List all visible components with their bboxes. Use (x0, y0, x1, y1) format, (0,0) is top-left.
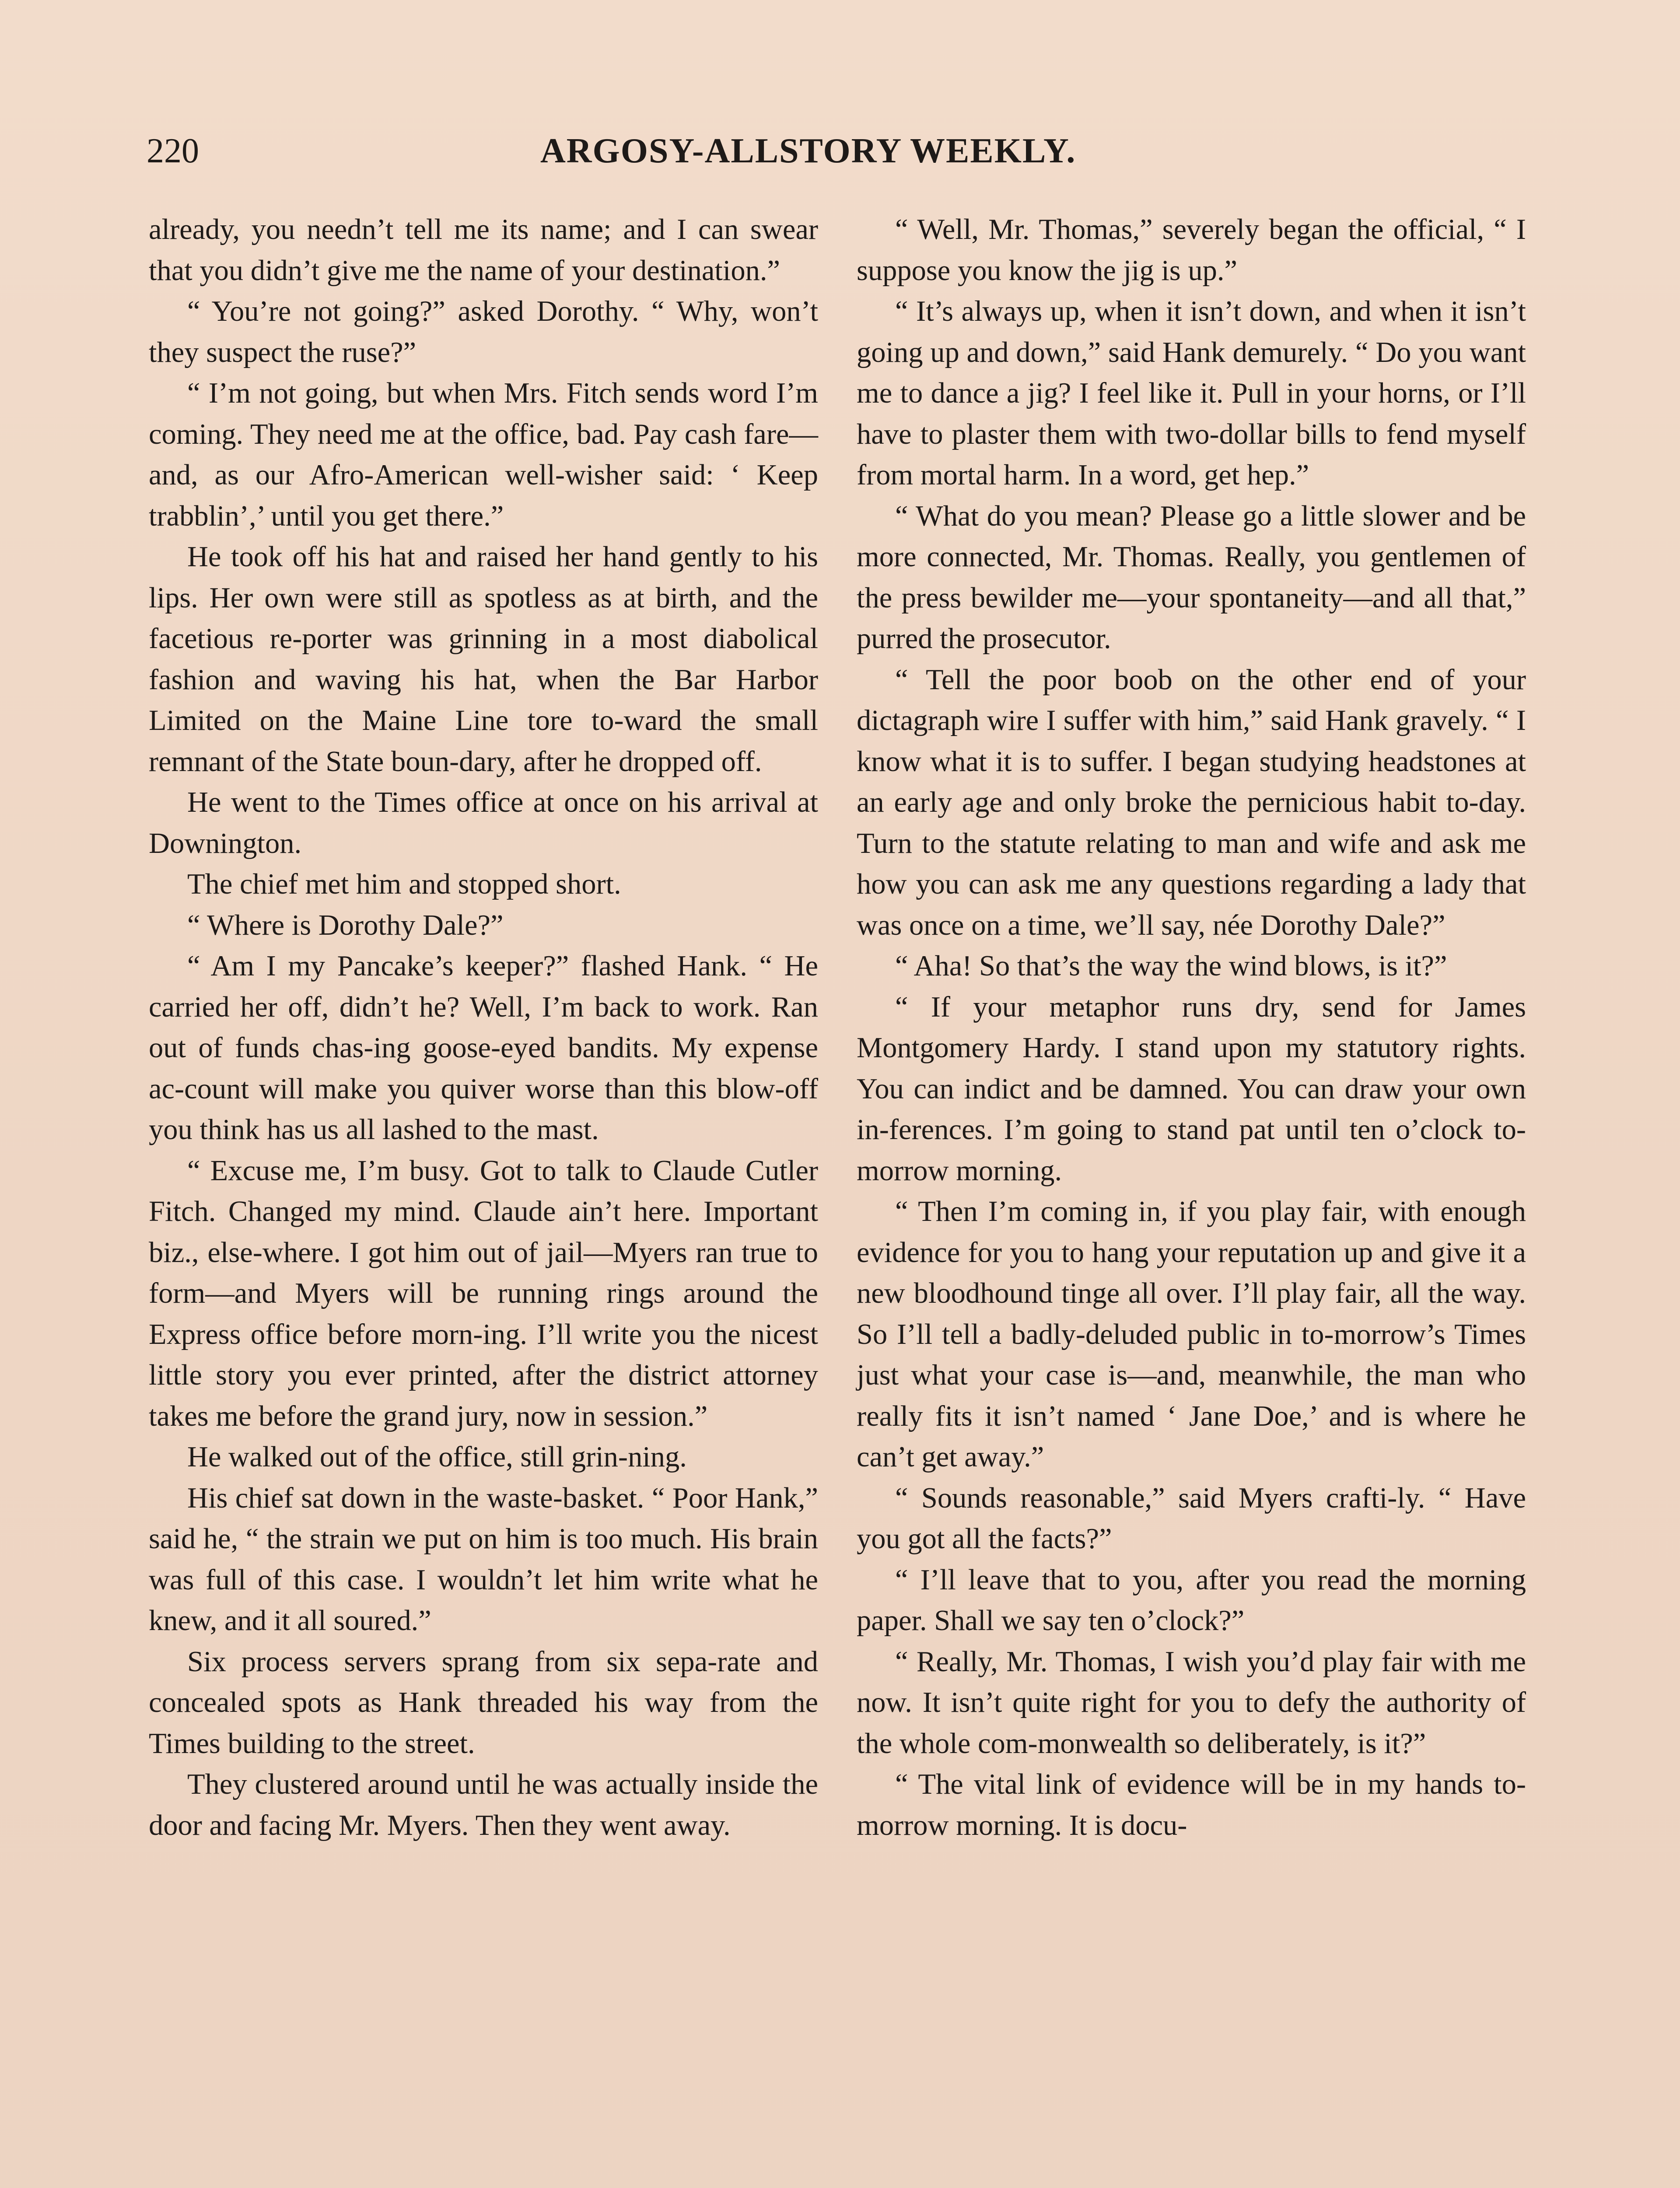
paragraph: He walked out of the office, still grin-ning. (187, 1441, 687, 1473)
paragraph: “ If your metaphor runs dry, send for James Montgomery Hardy. I stand upon my statutory rights. You can indict and be damned. You can draw your own in-ferences. I’m going to stand pat until ten o’clock to-morrow morning. (857, 991, 1526, 1187)
paragraph: The chief met him and stopped short. (187, 868, 621, 900)
right-column (857, 209, 1526, 1846)
paragraph: “ It’s always up, when it isn’t down, and when it isn’t going up and down,” said Hank demurely. “ Do you want me to dance a jig? I feel like it. Pull in your horns, or I’ll have to plaster them with two-dollar bills to fend myself from mortal harm. In a word, get hep.” (857, 295, 1526, 491)
paragraph: “ The vital link of evidence will be in my hands to-morrow morning. It is docu- (857, 1768, 1526, 1841)
paragraph: “ Well, Mr. Thomas,” severely began the official, “ I suppose you know the jig is up.” (857, 214, 1526, 287)
page-number: 220 (147, 132, 199, 170)
paragraph: “ I’m not going, but when Mrs. Fitch sends word I’m coming. They need me at the office, bad. Pay cash fare—and, as our Afro-American well-wisher said: ‘ Keep trabblin’,’ until you get there.” (149, 377, 818, 532)
paragraph: “ Excuse me, I’m busy. Got to talk to Claude Cutler Fitch. Changed my mind. Claude ain’t here. Important biz., else-where. I got him out of jail—Myers ran true to form—and Myers will be running rings around the Express office before morn-ing. I’ll write you the nicest little story you ever printed, after the district attorney takes me before the grand jury, now in session.” (149, 1154, 818, 1432)
paragraph: “ You’re not going?” asked Dorothy. “ Why, won’t they suspect the ruse?” (149, 295, 818, 368)
paragraph: Six process servers sprang from six sepa-rate and concealed spots as Hank threaded his way from the Times building to the street. (149, 1645, 818, 1760)
paragraph: He went to the Times office at once on his arrival at Downington. (149, 786, 818, 859)
paragraph: “ Then I’m coming in, if you play fair, with enough evidence for you to hang your reputation up and give it a new bloodhound tinge all over. I’ll play fair, all the way. So I’ll tell a badly-deluded public in to-morrow’s Times just what your case is—and, meanwhile, the man who really fits it isn’t named ‘ Jane Doe,’ and is where he can’t get away.” (857, 1196, 1526, 1473)
paragraph: “ Am I my Pancake’s keeper?” flashed Hank. “ He carried her off, didn’t he? Well, I’m back to work. Ran out of funds chas-ing goose-eyed bandits. My expense ac-count will make you quiver worse than this blow-off you think has us all lashed to the mast. (149, 950, 818, 1146)
paragraph: “ Aha! So that’s the way the wind blows, is it?” (895, 950, 1447, 982)
paragraph: “ Tell the poor boob on the other end of your dictagraph wire I suffer with him,” said Hank gravely. “ I know what it is to suffer. I began studying headstones at an early age and only broke the pernicious habit to-day. Turn to the statute relating to man and wife and ask me how you can ask me any questions regarding a lady that was once on a time, we’ll say, née Dorothy Dale?” (857, 663, 1526, 941)
page-header (147, 127, 1533, 179)
paragraph: His chief sat down in the waste-basket. “ Poor Hank,” said he, “ the strain we put on him is too much. His brain was full of this case. I wouldn’t let him write what he knew, and it all soured.” (149, 1482, 818, 1637)
paragraph: He took off his hat and raised her hand gently to his lips. Her own were still as spotless as at birth, and the facetious re-porter was grinning in a most diabolical fashion and waving his hat, when the Bar Harbor Limited on the Maine Line tore to-ward the small remnant of the State boun-dary, after he dropped off. (149, 541, 818, 778)
paragraph: “ Where is Dorothy Dale?” (187, 909, 504, 941)
paragraph: “ What do you mean? Please go a little slower and be more connected, Mr. Thomas. Really, you gentlemen of the press bewilder me—your spontaneity—and all that,” purred the prosecutor. (857, 500, 1526, 655)
paragraph: “ I’ll leave that to you, after you read the morning paper. Shall we say ten o’clock?” (857, 1564, 1526, 1637)
left-column (149, 209, 818, 1846)
paragraph: “ Really, Mr. Thomas, I wish you’d play fair with me now. It isn’t quite right for you to defy the authority of the whole com-monwealth so deliberately, is it?” (857, 1645, 1526, 1760)
paragraph: already, you needn’t tell me its name; and I can swear that you didn’t give me the name of your destination.” (149, 214, 818, 287)
running-title: ARGOSY-ALLSTORY WEEKLY. (540, 132, 1076, 170)
paragraph: They clustered around until he was actually inside the door and facing Mr. Myers. Then they went away. (149, 1768, 818, 1841)
paragraph: “ Sounds reasonable,” said Myers crafti-ly. “ Have you got all the facts?” (857, 1482, 1526, 1555)
